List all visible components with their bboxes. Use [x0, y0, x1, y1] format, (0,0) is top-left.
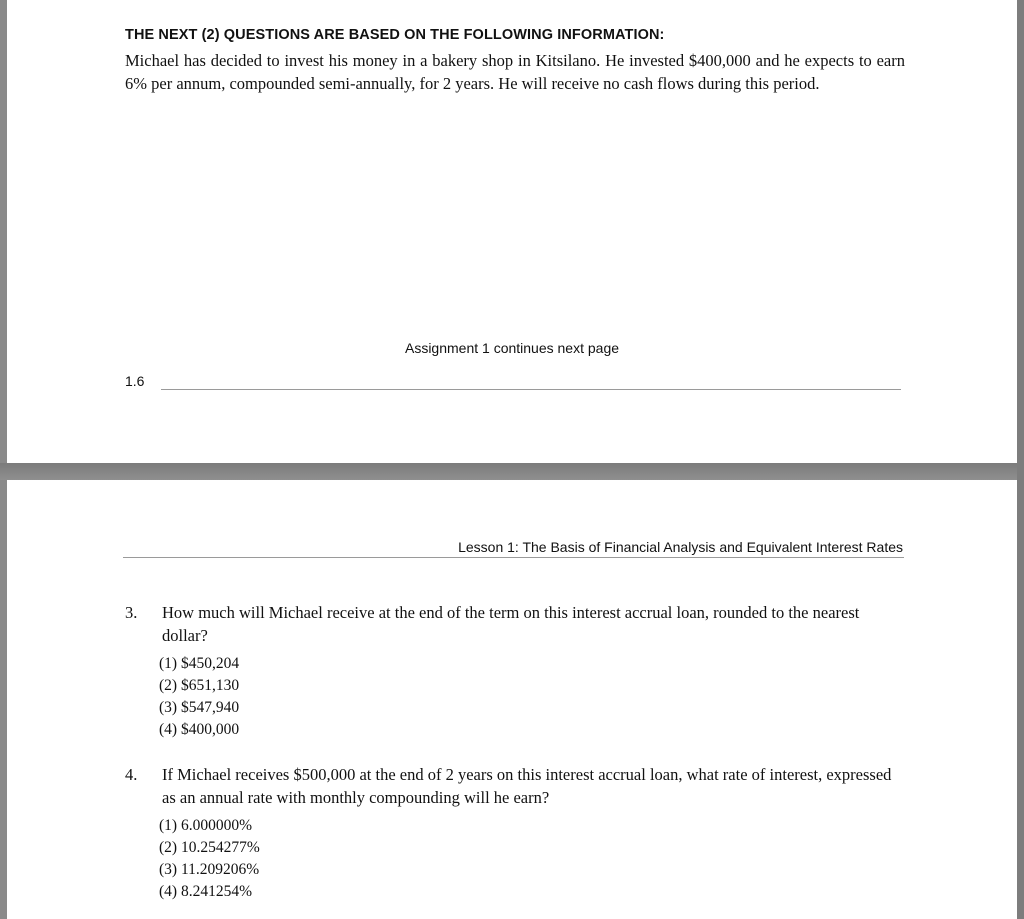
document-page-bottom — [7, 480, 1017, 919]
answer-options — [159, 815, 905, 903]
page-number: 1.6 — [125, 373, 145, 389]
question-4 — [125, 764, 905, 903]
question-text: How much will Michael receive at the end of the term on this interest accrual loan, rounded to the nearest dollar? — [162, 603, 860, 645]
header-rule — [123, 557, 904, 558]
page-gap — [0, 463, 1024, 480]
question-number: 3. — [125, 603, 138, 622]
answer-option: (3) $547,940 — [159, 699, 240, 716]
intro-paragraph: Michael has decided to invest his money in a bakery shop in Kitsilano. He invested $400,000 and he expects to earn 6% per annum, compounded semi-annually, for 2 years. He will receive no cash flows during this period. — [125, 51, 905, 93]
footer-rule — [161, 389, 901, 390]
document-page-top — [7, 0, 1017, 463]
section-heading: THE NEXT (2) QUESTIONS ARE BASED ON THE FOLLOWING INFORMATION: — [125, 27, 665, 43]
continues-note: Assignment 1 continues next page — [404, 340, 620, 356]
question-number: 4. — [125, 765, 138, 784]
answer-option: (2) 10.254277% — [159, 839, 260, 856]
viewer-scroll-edge — [1017, 0, 1024, 919]
question-3 — [125, 602, 905, 741]
answer-option: (4) $400,000 — [159, 721, 240, 738]
answer-option: (2) $651,130 — [159, 677, 240, 694]
lesson-header: Lesson 1: The Basis of Financial Analysis and Equivalent Interest Rates — [458, 539, 903, 555]
question-text: If Michael receives $500,000 at the end of 2 years on this interest accrual loan, what rate of interest, expressed as an annual rate with monthly compounding will he earn? — [162, 765, 892, 807]
answer-options — [159, 653, 905, 741]
answer-option: (4) 8.241254% — [159, 883, 252, 900]
answer-option: (1) 6.000000% — [159, 817, 252, 834]
answer-option: (3) 11.209206% — [159, 861, 260, 878]
answer-option: (1) $450,204 — [159, 655, 240, 672]
